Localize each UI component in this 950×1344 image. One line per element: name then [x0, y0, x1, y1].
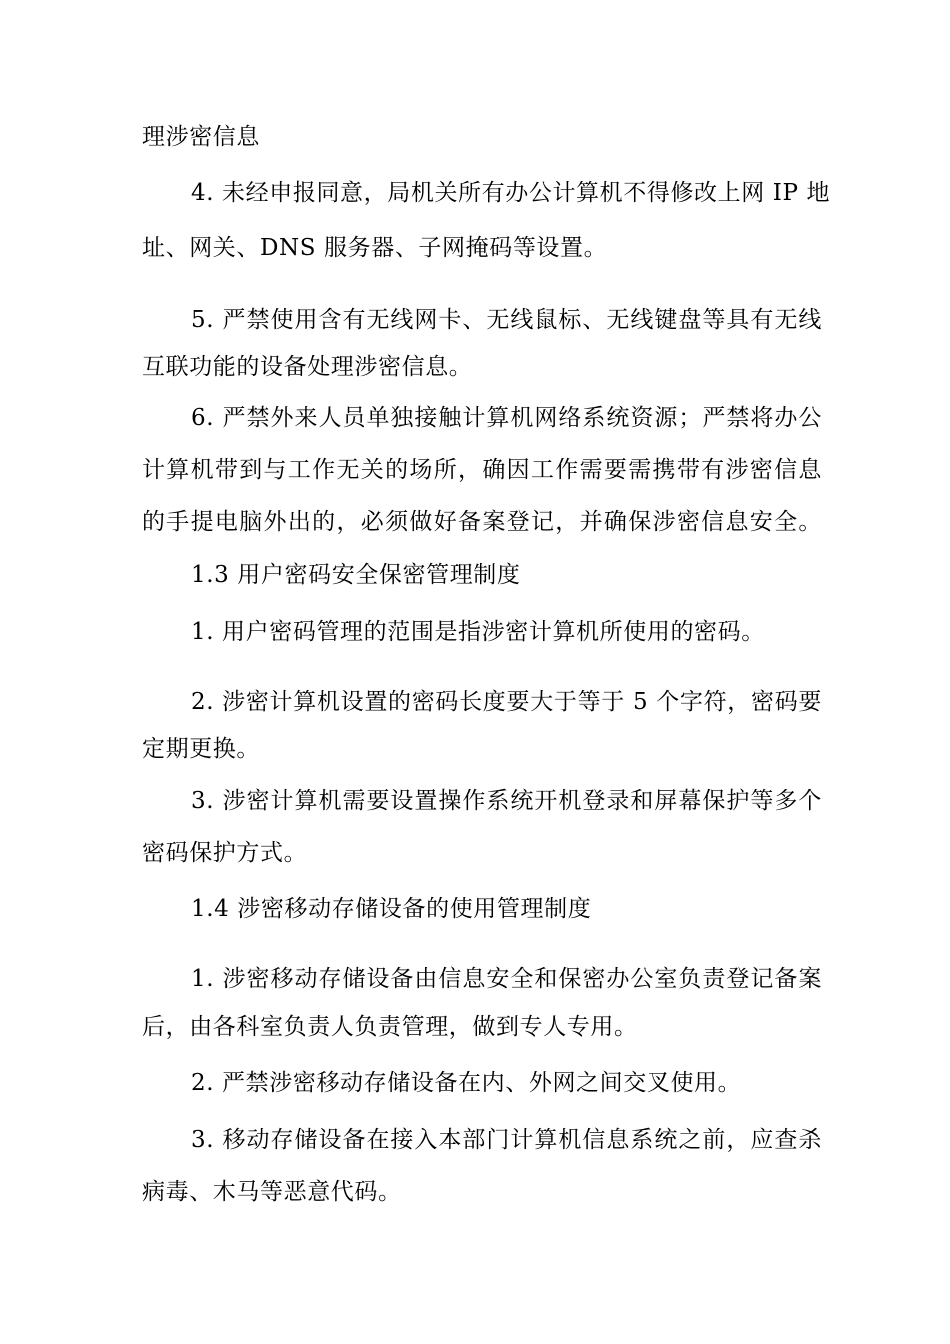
text-line: 2. 严禁涉密移动存储设备在内、外网之间交叉使用。: [191, 1070, 742, 1096]
text-line: 3. 涉密计算机需要设置操作系统开机登录和屏幕保护等多个: [191, 788, 822, 814]
text-line: 1. 用户密码管理的范围是指涉密计算机所使用的密码。: [191, 619, 765, 645]
text-line: 1. 涉密移动存储设备由信息安全和保密办公室负责登记备案: [191, 966, 822, 992]
text-line: 3. 移动存储设备在接入本部门计算机信息系统之前，应查杀: [191, 1127, 822, 1153]
text-line: 6. 严禁外来人员单独接触计算机网络系统资源；严禁将办公: [191, 405, 822, 431]
text-line: 定期更换。: [142, 736, 260, 762]
text-line: 2. 涉密计算机设置的密码长度要大于等于 5 个字符，密码要: [191, 689, 822, 715]
text-line: 址、网关、DNS 服务器、子网掩码等设置。: [142, 235, 608, 261]
text-line: 互联功能的设备处理涉密信息。: [142, 354, 473, 380]
section-heading: 1.3 用户密码安全保密管理制度: [191, 562, 521, 588]
text-line: 病毒、木马等恶意代码。: [142, 1179, 402, 1205]
text-line: 计算机带到与工作无关的场所，确因工作需要需携带有涉密信息: [142, 457, 822, 483]
text-line: 密码保护方式。: [142, 840, 308, 866]
text-line: 的手提电脑外出的，必须做好备案登记，并确保涉密信息安全。: [142, 509, 822, 535]
text-line: 5. 严禁使用含有无线网卡、无线鼠标、无线键盘等具有无线: [191, 307, 822, 333]
text-line: 4. 未经申报同意，局机关所有办公计算机不得修改上网 IP 地: [191, 180, 831, 206]
text-line: 后，由各科室负责人负责管理，做到专人专用。: [142, 1014, 638, 1040]
section-heading: 1.4 涉密移动存储设备的使用管理制度: [191, 896, 592, 922]
text-line: 理涉密信息: [142, 124, 260, 150]
